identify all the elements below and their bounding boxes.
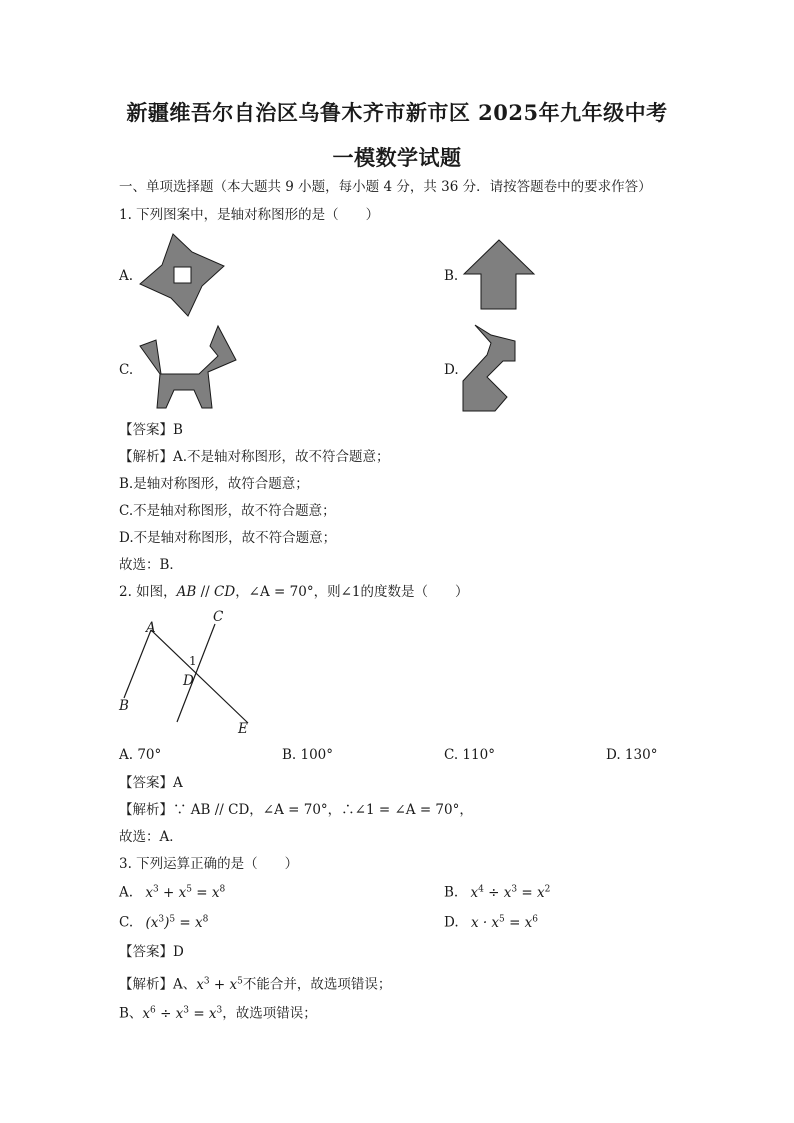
q1-analysis-4: D.不是轴对称图形，故不符合题意； [119,530,337,546]
q1-analysis-2: B.是轴对称图形，故符合题意； [119,476,309,492]
q2-stem-prefix: 2. 如图， [119,584,177,600]
q2-option-c: C. 110° [444,747,495,763]
q1-answer: 【答案】B [119,422,183,438]
q1-option-b-shape [464,240,536,310]
q1-option-d-shape [463,325,518,413]
q3-option-d [444,914,538,931]
q3-stem: 3. 下列运算正确的是（ ） [119,856,299,872]
q3-option-b-expr: $x^4 \div x^3 = x^2$ [470,884,551,901]
q3-option-a-expr: $x^3 + x^5 = x^8$ [145,884,226,901]
q1-analysis-1: 【解析】A.不是轴对称图形，故不符合题意； [119,449,390,465]
section-heading: 一、单项选择题（本大题共 9 小题，每小题 4 分，共 36 分．请按答题卷中的要求作答） [119,179,652,195]
q2-label-c: C [213,609,224,625]
q3-analysis-b-head: B、 [119,1005,143,1022]
q1-option-c-shape [140,326,238,410]
q3-analysis-a [119,972,391,994]
q3-option-d-expr: $x \cdot x^5 = x^6$ [470,914,539,931]
q3-analysis-b-expr: $x^6 \div x^3 = x^3$ [142,1005,223,1022]
q1-option-a-shape [140,232,225,318]
q1-option-d-label: D. [444,362,459,378]
q2-label-e: E [238,721,248,737]
q2-answer: 【答案】A [119,775,183,791]
title-line-2: 一模数学试题 [332,145,462,170]
q2-analysis-1: 【解析】∵ AB // CD，∠A = 70°，∴∠1 = ∠A = 70°， [119,802,473,818]
q2-stem-rest: ，∠A = 70°，则∠1的度数是（ ） [235,584,469,600]
q3-analysis-a-expr: $x^3 + x^5$ [196,976,243,993]
q3-analysis-b-tail: ，故选项错误； [222,1005,317,1022]
q2-analysis-2: 故选：A． [119,829,183,845]
q3-analysis-head: 【解析】A、 [119,976,197,993]
q3-answer: 【答案】D [119,944,184,960]
q2-stem-cd: CD [214,584,236,600]
q2-label-a: A [146,620,156,636]
q2-label-b: B [119,698,129,714]
q3-analysis-b [119,1001,317,1023]
q2-stem-ab: AB [176,584,197,600]
q1-option-b-label: B. [444,268,459,284]
q2-stem [119,583,468,601]
q3-option-a-label: A. [119,884,134,901]
q2-option-d: D. 130° [606,747,658,763]
q3-option-c-expr: $(x^3)^5 = x^8$ [145,914,209,931]
q1-option-a-label: A. [119,268,134,284]
q3-option-b-label: B. [444,884,459,901]
q3-option-d-label: D. [444,914,459,931]
q1-option-c-label: C. [119,362,134,378]
q1-analysis-5: 故选：B． [119,557,183,573]
q2-option-a: A. 70° [119,747,162,763]
q1-stem: 1. 下列图案中，是轴对称图形的是（ ） [119,207,380,223]
title-line-1: 新疆维吾尔自治区乌鲁木齐市新市区 2025年九年级中考 [126,100,668,125]
q1-analysis-3: C.不是轴对称图形，故不符合题意； [119,503,336,519]
q2-label-angle-1: 1 [189,654,197,668]
q3-analysis-a-tail: 不能合并，故选项错误； [242,976,392,993]
q3-option-a [119,884,225,901]
q2-label-d: D [183,673,194,689]
q3-option-c-label: C. [119,914,134,931]
q3-option-c [119,914,208,931]
q3-option-b [444,884,550,901]
q2-option-b: B. 100° [282,747,334,763]
q2-stem-parallel: // [196,584,215,600]
